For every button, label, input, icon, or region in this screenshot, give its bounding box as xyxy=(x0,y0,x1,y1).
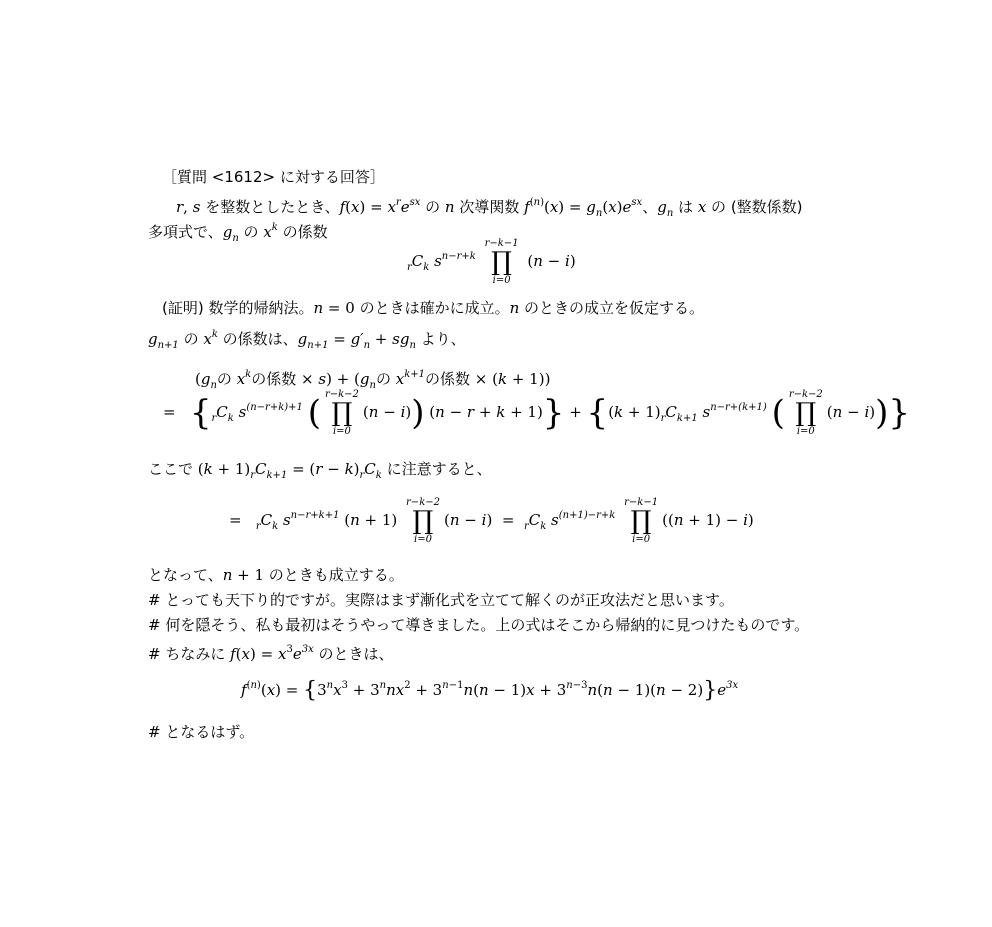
remark-1: # とっても天下り的ですが。実際はまず漸化式を立てて解くのが正攻法だと思います。 xyxy=(148,591,734,609)
remark-2: # 何を隠そう、私も最初はそうやって導きました。上の式はそこから帰納的に見つけたものです。 xyxy=(148,616,810,634)
equation-2-line-1: ($g_n$の $x^k$の係数 × $s) + (g_n$の $x^{k+1}$の係数 × (k + 1)) xyxy=(195,369,551,391)
proof-line-2: $g_{n+1}$ の $x^k$ の係数は、$g_{n+1} = g'_n + sg_n$ より、 xyxy=(148,329,466,351)
header: ［質問 <1612> に対する回答］ xyxy=(162,168,385,186)
conclusion-line: となって、n + 1 のときも成立する。 xyxy=(148,566,404,584)
equation-4: $f^{(n)}(x) = \{3^nx^3 + 3^nnx^2 + 3^{n-1}n(n - 1)x + 3^{n-3}n(n - 1)(n - 2)\}e^{3x}$ xyxy=(241,678,739,703)
remark-3: # ちなみに $f(x) = x^3e^{3x}$ のときは、 xyxy=(148,644,394,663)
proof-line-1: (証明) 数学的帰納法。n = 0 のときは確かに成立。n のときの成立を仮定する。 xyxy=(162,299,705,317)
equation-1: $_rC_k$ $s^{n-r+k}$ r−k−1 ∏ i=0 (n − i) xyxy=(407,238,576,286)
equation-3: = $_rC_k$ $s^{n-r+k+1}$ (n + 1) r−k−2 ∏ i=0 $(n - i) = _rC_k$ $s^{(n+1)-r+k}$ r−k−1 ∏ i=0 ((n + 1) − i) xyxy=(229,497,754,545)
intro-line-1: r, s を整数としたとき、$f(x) = x^re^{sx}$ の n 次導関数 $f^{(n)}(x) = g_n(x)e^{sx}$、$g_n$ は x の (整数係数) xyxy=(176,197,803,219)
equation-2-line-2: = {$_rC_k$ $s^{(n-r+k)+1}$ ( r−k−2 ∏ i=0 (n − i)) $(n - r + k + 1)\} + \{(k + 1)_rC_{k+1}$ $s^{n-r+(k+1)}$ ( r−k−2 ∏ i=0 (n − i))} xyxy=(163,389,911,437)
intro-line-2: 多項式で、$g_n$ の $x^k$ の係数 xyxy=(148,222,328,244)
final-line: # となるはず。 xyxy=(148,723,255,741)
note-line: ここで $(k + 1)_rC_{k+1} = (r - k)_rC_k$ に注意すると、 xyxy=(148,460,492,481)
